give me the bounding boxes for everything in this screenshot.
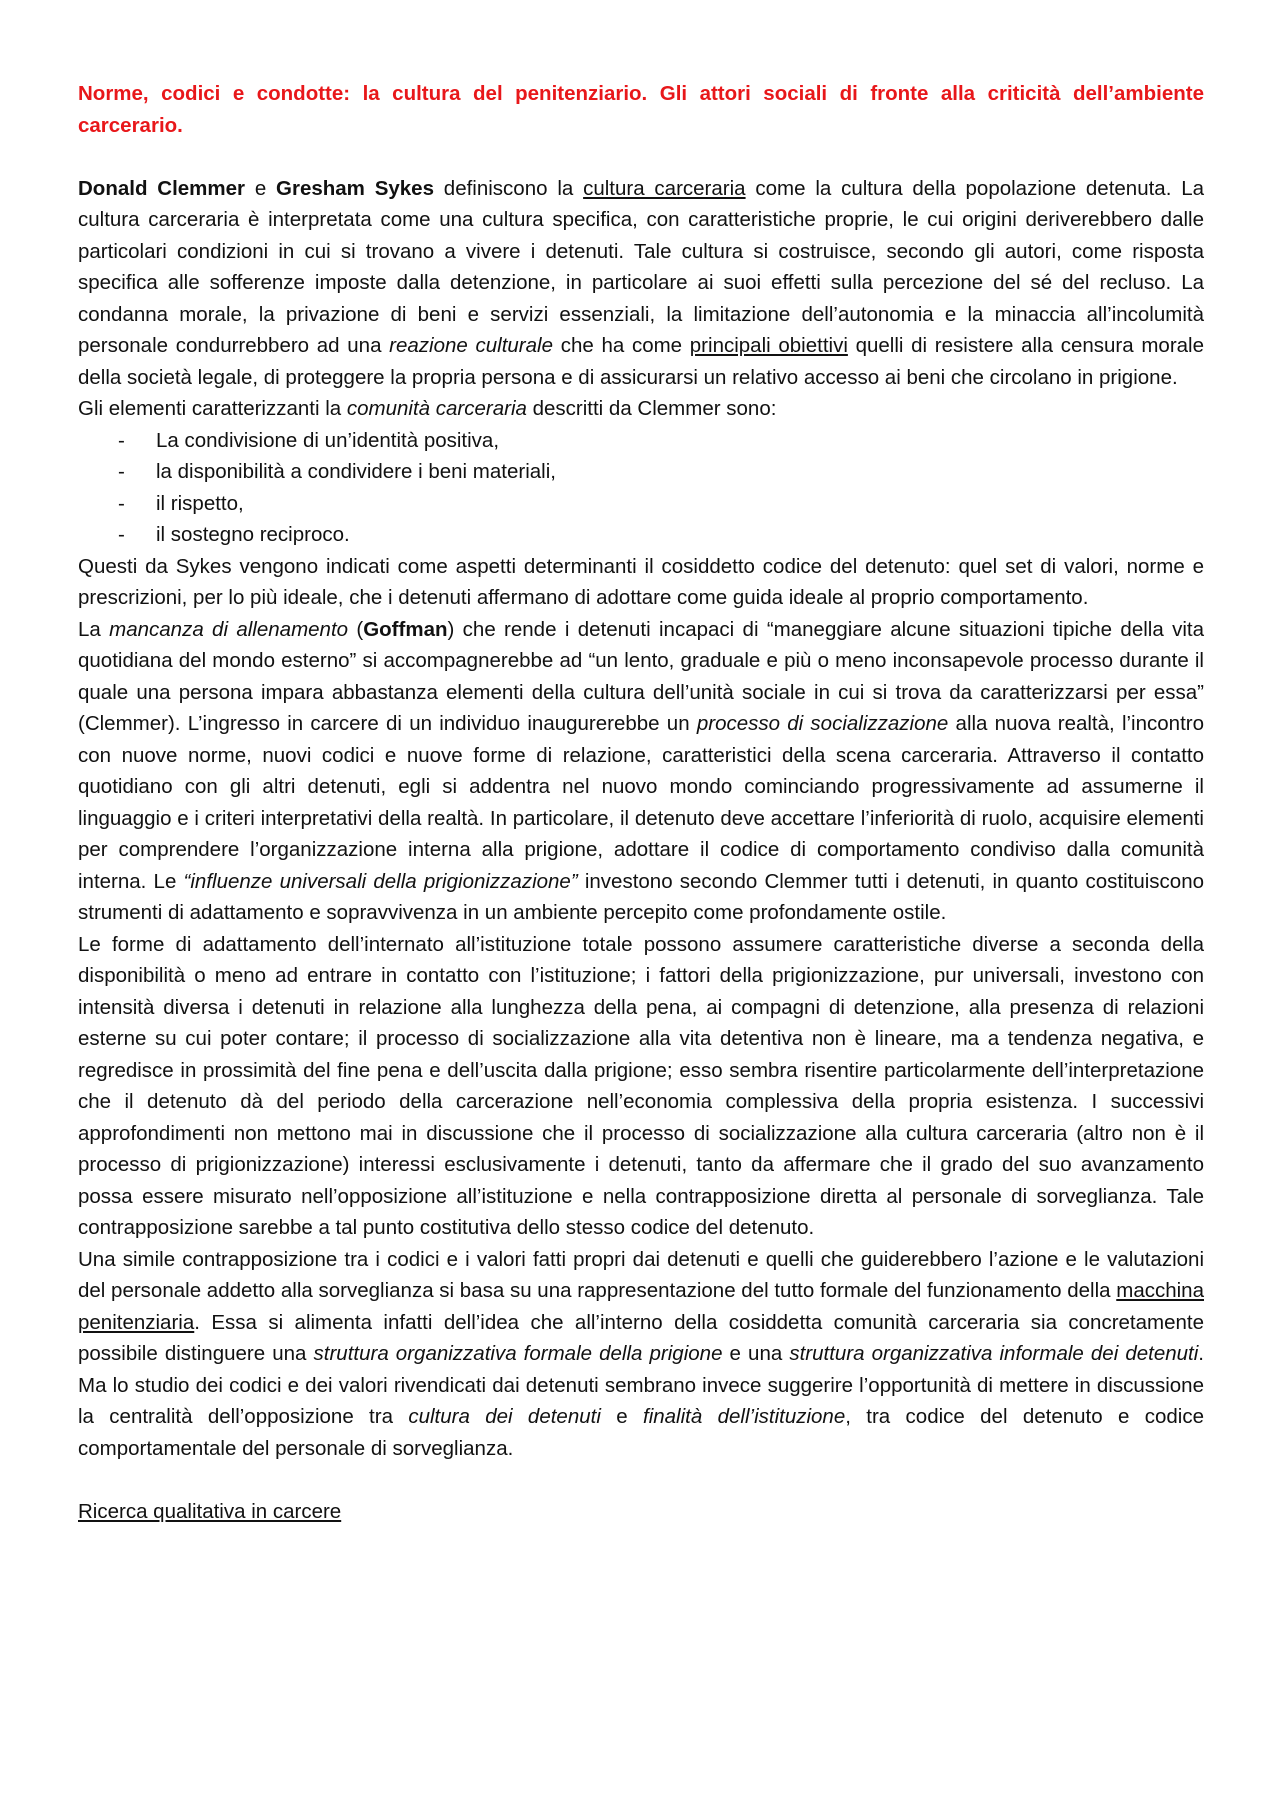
list-item: - il rispetto, — [78, 488, 1204, 520]
term-influenze-universali: “influenze universali della prigionizzazione” — [183, 869, 578, 893]
list-item: - la disponibilità a condividere i beni materiali, — [78, 456, 1204, 488]
section-heading: Ricerca qualitativa in carcere — [78, 1499, 342, 1523]
author-sykes: Gresham Sykes — [276, 176, 434, 200]
term-cultura-carceraria: cultura carceraria — [583, 176, 746, 200]
author-clemmer: Donald Clemmer — [78, 176, 246, 200]
term-comunita-carceraria: comunità carceraria — [346, 397, 527, 420]
paragraph-contrapposizione: Una simile contrapposizione tra i codici e i valori fatti propri dai detenuti e quelli che guiderebbero l’azione e le valutazioni del personale addetto alla sorveglianza si basa su una rappresentazione del tutto formale del funzionamento della macchina penitenziaria. Essa si alimenta infatti dell’idea che all’interno della cosiddetta comunità carceraria sia concretamente possibile distinguere una struttura organizzativa formale della prigione e una struttura organizzativa informale dei detenuti. Ma lo studio dei codici e dei valori rivendicati dai detenuti sembrano invece suggerire l’opportunità di mettere in discussione la centralità dell’opposizione tra cultura dei detenuti e finalità dell’istituzione, tra codice del detenuto e codice comportamentale del personale di sorveglianza. — [78, 1247, 1205, 1460]
list-item: - il sostegno reciproco. — [78, 519, 1204, 551]
term-cultura-detenuti: cultura dei detenuti — [408, 1405, 601, 1428]
paragraph-elementi: Gli elementi caratterizzanti la comunità carceraria descritti da Clemmer sono: — [78, 397, 777, 420]
author-goffman: Goffman — [363, 617, 448, 641]
term-macchina-penitenziaria: macchina penitenziaria — [78, 1279, 1204, 1334]
paragraph-codice-detenuto: Questi da Sykes vengono indicati come aspetti determinanti il cosiddetto codice del detenuto: quel set di valori, norme e prescrizioni, per lo più ideale, che i detenuti affermano di adottare come guida ideale al proprio comportamento. — [78, 554, 1204, 609]
term-principali-obiettivi: principali obiettivi — [689, 334, 848, 357]
term-mancanza-allenamento: mancanza di allenamento — [109, 617, 349, 641]
paragraph-cultura-carceraria: Donald Clemmer e Gresham Sykes definiscono la cultura carceraria come la cultura della popolazione detenuta. La cultura carceraria è interpretata come una cultura specifica, con caratteristiche proprie, le cui origini deriverebbero dalle particolari condizioni in cui si trovano a vivere i detenuti. Tale cultura si costruisce, secondo gli autori, come risposta specifica alle sofferenze imposte dalla detenzione, in particolare ai suoi effetti sulla percezione del sé del recluso. La condanna morale, la privazione di beni e servizi essenziali, la limitazione dell’autonomia e la minaccia all’incolumità personale condurrebbero ad una reazione culturale che ha come principali obiettivi quelli di resistere alla censura morale della società legale, di proteggere la propria persona e di assicurarsi un relativo accesso ai beni che circolano in prigione. — [78, 176, 1205, 389]
paragraph-socializzazione: La mancanza di allenamento (Goffman) che rende i detenuti incapaci di “maneggiare alcune situazioni tipiche della vita quotidiana del mondo esterno” si accompagnerebbe ad “un lento, graduale e più o meno inconsapevole processo durante il quale una persona impara abbastanza elementi della cultura dell’unità sociale in cui si trova da caratterizzarsi per essa” (Clemmer). L’ingresso in carcere di un individuo inaugurerebbe un processo di socializzazione alla nuova realtà, l’incontro con nuove norme, nuovi codici e nuove forme di relazione, caratteristici della scena carceraria. Attraverso il contatto quotidiano con gli altri detenuti, egli si addentra nel nuovo mondo cominciando progressivamente ad assumerne il linguaggio e i criteri interpretativi della realtà. In particolare, il detenuto deve accettare l’inferiorità di ruolo, acquisire elementi per comprendere l’organizzazione interna alla prigione, adottare il codice di comportamento condiviso dalla comunità interna. Le “influenze universali della prigionizzazione” investono secondo Clemmer tutti i detenuti, in quanto costituiscono strumenti di adattamento e sopravvivenza in un ambiente percepito come profondamente ostile. — [78, 617, 1204, 924]
paragraph-adattamento: Le forme di adattamento dell’internato all’istituzione totale possono assumere caratteristiche diverse a seconda della disponibilità o meno ad entrare in contatto con l’istituzione; i fattori della prigionizzazione, pur universali, investono con intensità diversa i detenuti in relazione alla lunghezza della pena, ai compagni di detenzione, alla presenza di relazioni esterne su cui poter contare; il processo di socializzazione alla vita detentiva non è lineare, ma a tendenza negativa, e regredisce in prossimità del fine pena e dell’uscita dalla prigione; esso sembra risentire particolarmente dell’interpretazione che il detenuto dà del periodo della carcerazione nell’economia complessiva della propria esistenza. I successivi approfondimenti non mettono mai in discussione che il processo di socializzazione alla cultura carceraria (altro non è il processo di prigionizzazione) interessi esclusivamente i detenuti, tanto da affermare che il grado del suo avanzamento possa essere misurato nell’opposizione all’istituzione e nella contrapposizione diretta al personale di sorveglianza. Tale contrapposizione sarebbe a tal punto costitutiva dello stesso codice del detenuto. — [78, 932, 1204, 1239]
term-struttura-formale: struttura organizzativa formale della prigione — [313, 1342, 723, 1365]
document-body — [78, 78, 1204, 1527]
list-item: - La condivisione di un’identità positiva, — [78, 425, 1204, 457]
term-struttura-informale: struttura organizzativa informale dei detenuti — [789, 1342, 1199, 1365]
term-finalita-istituzione: finalità dell’istituzione — [643, 1405, 846, 1428]
document-title: Norme, codici e condotte: la cultura del penitenziario. Gli attori sociali di fronte alla criticità dell’ambiente carcerario. — [78, 82, 1204, 137]
elements-list — [78, 425, 1204, 551]
term-reazione-culturale: reazione culturale — [389, 334, 553, 357]
term-processo-socializzazione: processo di socializzazione — [696, 712, 949, 735]
